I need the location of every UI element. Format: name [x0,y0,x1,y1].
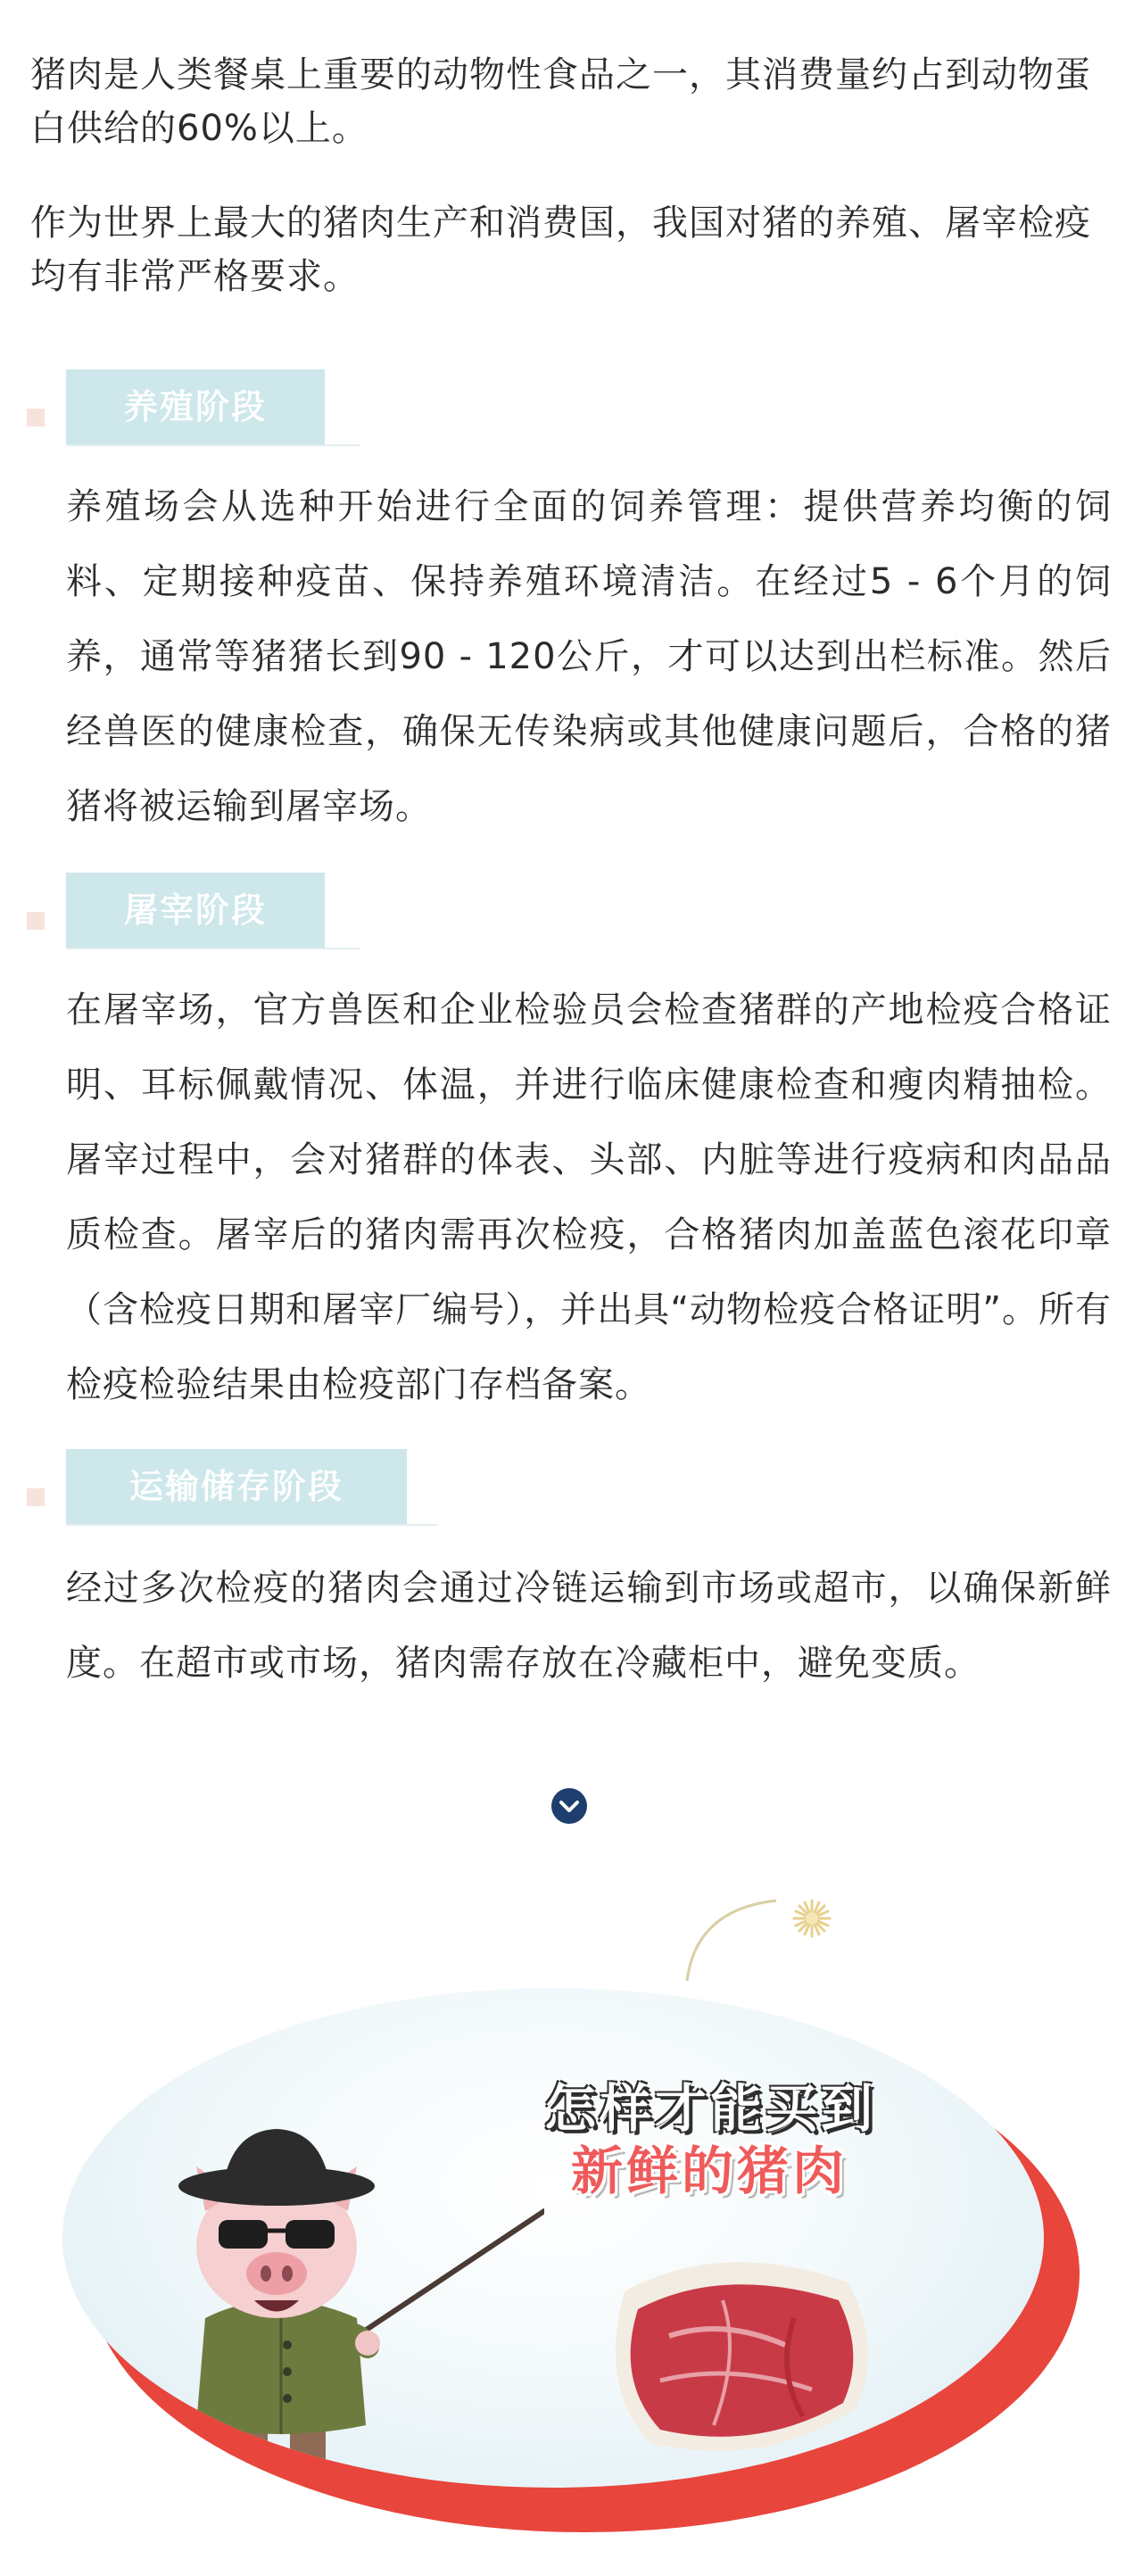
illustration-title-line-2: 新鲜的猪肉 [571,2141,848,2201]
section-header-breeding [0,369,464,468]
bullet-square-icon [27,1488,45,1506]
section-body-breeding: 养殖场会从选种开始进行全面的饲养管理：提供营养均衡的饲料、定期接种疫苗、保持养殖环境清洁。在经过5 - 6个月的饲养，通常等猪猪长到90 - 120公斤，才可以达到出栏标准。然后经兽医的健康检查，确保无传染病或其他健康问题后，合格的猪猪将被运输到屠宰场。 [66,486,1112,827]
intro-paragraph-1: 猪肉是人类餐桌上重要的动物性食品之一，其消费量约占到动物蛋白供给的60%以上。 [30,54,1091,149]
section-header-transport [0,1449,464,1547]
cover-illustration [54,1988,1088,2541]
plate [62,1988,1044,2488]
section-tab [66,1449,407,1524]
sun-decoration-icon [792,1899,832,1938]
section-title: 屠宰阶段 [123,890,267,930]
divider [66,1524,437,1526]
section-title: 养殖阶段 [123,387,267,427]
divider [66,948,360,949]
bullet-square-icon [27,409,45,427]
illustration-title-line-1: 怎样才能买到 [544,2078,877,2139]
illustration-title [544,2077,990,2202]
intro-paragraph-2: 作为世界上最大的猪肉生产和消费国，我国对猪的养殖、屠宰检疫均有非常严格要求。 [30,203,1091,297]
section-title: 运输储存阶段 [128,1467,343,1506]
section-tab [66,369,325,444]
arc-decoration-icon [678,1874,785,1981]
section-header-slaughter [0,873,464,971]
section-body-slaughter: 在屠宰场，官方兽医和企业检验员会检查猪群的产地检疫合格证明、耳标佩戴情况、体温，并进行临床健康检查和瘦肉精抽检。屠宰过程中，会对猪群的体表、头部、内脏等进行疫病和肉品品质检查。屠宰后的猪肉需再次检疫，合格猪肉加盖蓝色滚花印章（含检疫日期和屠宰厂编号），并出具“动物检疫合格证明”。所有检疫检验结果由检疫部门存档备案。 [66,990,1112,1405]
section-body-transport: 经过多次检疫的猪肉会通过冷链运输到市场或超市，以确保新鲜度。在超市或市场，猪肉需存放在冷藏柜中，避免变质。 [66,1568,1112,1684]
pig-teacher-icon [170,2113,544,2488]
divider [66,444,360,446]
section-tab [66,873,325,948]
bullet-square-icon [27,912,45,930]
chevron-down-icon[interactable] [551,1788,587,1824]
pork-meat-icon [589,2238,883,2470]
